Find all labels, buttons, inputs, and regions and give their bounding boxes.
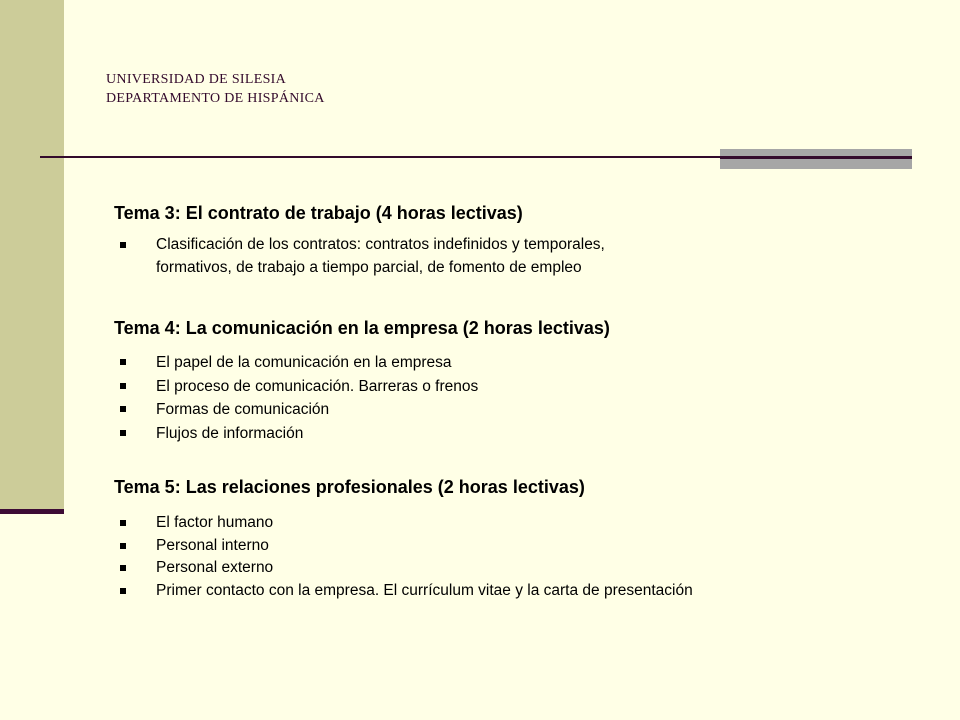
square-bullet-icon: [120, 406, 126, 412]
list-item-text: El proceso de comunicación. Barreras o frenos: [156, 377, 479, 395]
list-item-text-continued: formativos, de trabajo a tiempo parcial, de fomento de empleo: [156, 258, 582, 276]
list-item-text: Formas de comunicación: [156, 401, 330, 418]
square-bullet-icon: [120, 430, 126, 436]
section-tema-3: [114, 202, 605, 279]
list-item-text: Personal interno: [156, 536, 269, 554]
list-item: [114, 375, 610, 399]
square-bullet-icon: [120, 520, 126, 526]
grey-accent-bar: [720, 149, 912, 169]
list-item: [114, 422, 610, 446]
square-bullet-icon: [120, 543, 126, 549]
section-title: Tema 5: Las relaciones profesionales (2 horas lectivas): [114, 477, 585, 497]
list-item-text: El papel de la comunicación en la empresa: [156, 354, 452, 371]
section-tema-5: [114, 476, 693, 602]
section-title: Tema 3: El contrato de trabajo (4 horas lectivas): [114, 203, 523, 223]
header-divider-accent: [720, 156, 912, 159]
section-title: Tema 4: La comunicación en la empresa (2 horas lectivas): [114, 318, 610, 338]
university-header: [106, 70, 325, 108]
square-bullet-icon: [120, 383, 126, 389]
list-item: [114, 557, 693, 580]
section-tema-4: [114, 317, 610, 445]
university-name: UNIVERSIDAD DE SILESIA: [106, 72, 287, 87]
department-name: DEPARTAMENTO DE HISPÁNICA: [106, 91, 325, 106]
list-item: [114, 398, 610, 422]
square-bullet-icon: [120, 588, 126, 594]
square-bullet-icon: [120, 565, 126, 571]
bullet-list: [114, 234, 605, 279]
list-item-text: El factor humano: [156, 514, 274, 531]
list-item: [114, 535, 693, 558]
list-item-text: Personal externo: [156, 559, 274, 576]
sidebar-accent-rule: [0, 509, 64, 514]
left-sidebar-band: [0, 0, 64, 510]
list-item: [114, 580, 693, 603]
list-item-text: Clasificación de los contratos: contratos indefinidos y temporales,: [156, 236, 605, 253]
square-bullet-icon: [120, 359, 126, 365]
bullet-list: [114, 512, 693, 602]
list-item: [114, 234, 605, 279]
list-item: [114, 512, 693, 535]
square-bullet-icon: [120, 242, 126, 248]
list-item-text: Primer contacto con la empresa. El currículum vitae y la carta de presentación: [156, 581, 693, 599]
list-item: [114, 351, 610, 375]
list-item-text: Flujos de información: [156, 424, 304, 442]
bullet-list: [114, 351, 610, 445]
